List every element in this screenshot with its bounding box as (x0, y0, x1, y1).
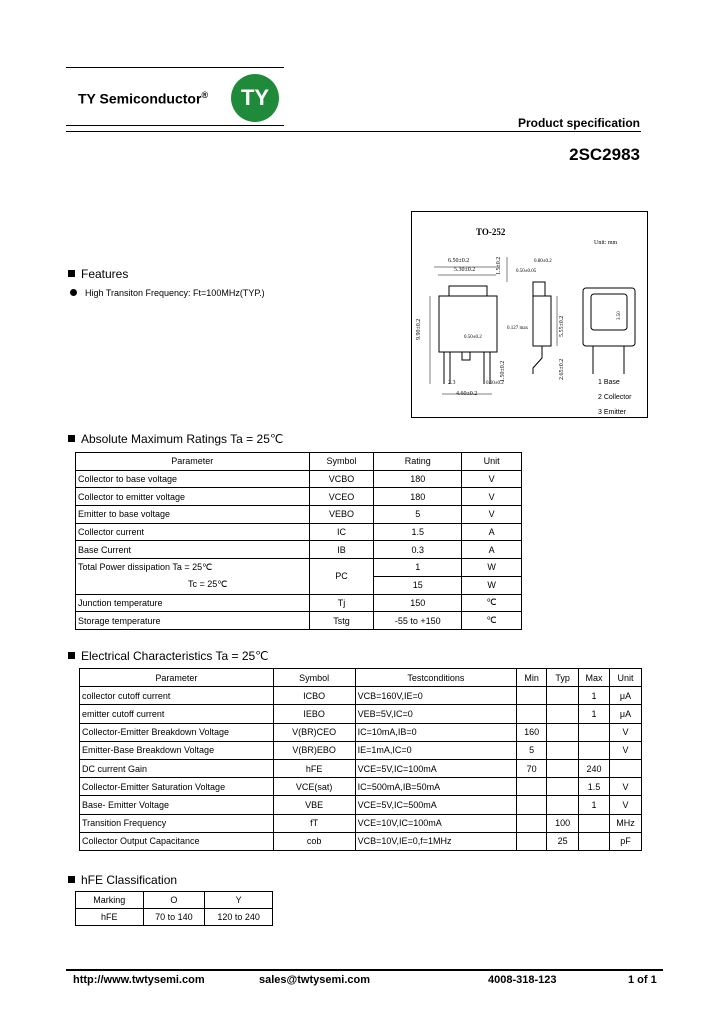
rating-cell: 150 (374, 594, 462, 612)
symbol-cell: PC (309, 559, 374, 594)
param-cell: Junction temperature (76, 594, 310, 612)
rating-cell: 15 (374, 576, 462, 594)
dim-11: 4.60±0.2 (456, 391, 478, 397)
table-header-row (76, 892, 273, 909)
bullet-square-icon (68, 270, 75, 277)
rating-cell: 1.5 (374, 523, 462, 541)
header-cell: Min (517, 669, 547, 687)
max-cell (579, 814, 610, 832)
table-header-row (76, 453, 522, 471)
symbol-cell: Tstg (309, 612, 374, 630)
table-row (80, 778, 642, 796)
unit-cell: V (610, 723, 642, 741)
typ-cell: 100 (547, 814, 579, 832)
dim-4: 0.50±0.05 (516, 269, 537, 274)
pin-3-label: 3 Emitter (598, 409, 627, 416)
param-cell (76, 559, 310, 594)
bullet-square-icon (68, 876, 75, 883)
rating-cell: -55 to +150 (374, 612, 462, 630)
brand-text: TY Semiconductor (78, 90, 202, 107)
condition-cell: IC=10mA,IB=0 (355, 723, 517, 741)
min-cell: 160 (517, 723, 547, 741)
param-cell: Collector-Emitter Breakdown Voltage (80, 723, 274, 741)
symbol-cell: hFE (273, 759, 355, 777)
table-row (76, 559, 522, 577)
param-cell: Emitter-Base Breakdown Voltage (80, 741, 274, 759)
dim-6: 9.90±0.2 (416, 318, 422, 340)
param-cell: Collector Output Capacitance (80, 832, 274, 850)
part-number: 2SC2983 (569, 145, 640, 164)
typ-cell (547, 687, 579, 705)
logo-text: TY (240, 85, 270, 110)
rating-cell: 0.3 (374, 541, 462, 559)
max-cell (579, 723, 610, 741)
unit-cell: pF (610, 832, 642, 850)
dim-7: 0.80±0.2 (534, 259, 552, 264)
ty-logo (231, 74, 279, 122)
max-cell (579, 741, 610, 759)
bullet-square-icon (68, 652, 75, 659)
side-view (507, 257, 557, 374)
dim-2: 5.30±0.2 (454, 267, 476, 273)
bullet-dot-icon (70, 289, 77, 296)
dim-5: 0.50±0.2 (464, 335, 482, 340)
dim-15: 3.50 (617, 311, 622, 320)
unit-cell: V (610, 741, 642, 759)
abs-max-heading (68, 432, 283, 446)
header-cell: Testconditions (355, 669, 517, 687)
rating-cell: 180 (374, 470, 462, 488)
elec-title: Electrical Characteristics Ta = 25℃ (81, 649, 269, 663)
condition-cell: IE=1mA,IC=0 (355, 741, 517, 759)
min-cell (517, 778, 547, 796)
table-row (76, 488, 522, 506)
header-bottom-rule (66, 125, 284, 126)
typ-cell: 25 (547, 832, 579, 850)
max-cell: 1 (579, 705, 610, 723)
header-top-rule (66, 67, 284, 68)
header-cell: Y (205, 892, 273, 909)
symbol-cell: VEBO (309, 506, 374, 524)
condition-cell: VCE=10V,IC=100mA (355, 814, 517, 832)
min-cell (517, 796, 547, 814)
dim-10: 2.3 (448, 380, 456, 386)
symbol-cell: fT (273, 814, 355, 832)
unit-cell: MHz (610, 814, 642, 832)
features-heading (68, 267, 128, 281)
header-cell: Symbol (309, 453, 374, 471)
symbol-cell: VBE (273, 796, 355, 814)
symbol-cell: V(BR)EBO (273, 741, 355, 759)
symbol-cell: V(BR)CEO (273, 723, 355, 741)
param-cell: Base Current (76, 541, 310, 559)
hfe-table (75, 891, 273, 926)
max-cell (579, 832, 610, 850)
symbol-cell: cob (273, 832, 355, 850)
back-view (583, 288, 635, 374)
dim-12: 0.60±0.2 (486, 381, 504, 386)
dim-1: 6.50±0.2 (448, 258, 470, 264)
unit-label: Unit: mm (594, 240, 618, 246)
table-header-row (80, 669, 642, 687)
footer-phone: 4008-318-123 (488, 974, 557, 986)
param-cell: Collector to emitter voltage (76, 488, 310, 506)
dim-14: 2.65±0.2 (559, 358, 565, 380)
table-row (80, 759, 642, 777)
condition-cell: IC=500mA,IB=50mA (355, 778, 517, 796)
features-title: Features (81, 267, 129, 281)
footer-url[interactable]: http://www.twtysemi.com (73, 974, 205, 986)
unit-cell: V (610, 796, 642, 814)
header-cell: Unit (462, 453, 522, 471)
range-cell: 70 to 140 (143, 909, 205, 926)
symbol-cell: Tj (309, 594, 374, 612)
table-row (76, 506, 522, 524)
header-cell: Typ (547, 669, 579, 687)
header-cell: Unit (610, 669, 642, 687)
table-row (80, 832, 642, 850)
param-cell: Base- Emitter Voltage (80, 796, 274, 814)
abs-max-title: Absolute Maximum Ratings Ta = 25℃ (81, 432, 284, 446)
param-cell: emitter cutoff current (80, 705, 274, 723)
condition-cell: VCB=10V,IE=0,f=1MHz (355, 832, 517, 850)
range-cell: 120 to 240 (205, 909, 273, 926)
param-cell: collector cutoff current (80, 687, 274, 705)
param-cell: Collector-Emitter Saturation Voltage (80, 778, 274, 796)
symbol-cell: IEBO (273, 705, 355, 723)
dim-3: 1.5±0.2 (496, 256, 502, 275)
elec-table (79, 668, 642, 851)
typ-cell (547, 741, 579, 759)
unit-cell: μA (610, 705, 642, 723)
symbol-cell: IB (309, 541, 374, 559)
table-row (76, 470, 522, 488)
typ-cell (547, 759, 579, 777)
unit-cell: A (462, 541, 522, 559)
min-cell (517, 832, 547, 850)
rating-cell: 1 (374, 559, 462, 577)
pin-2-label: 2 Collector (598, 394, 632, 401)
footer-email[interactable]: sales@twtysemi.com (259, 974, 370, 986)
pin-1-label: 1 Base (598, 379, 620, 386)
header-full-rule (66, 131, 641, 132)
symbol-cell: VCEO (309, 488, 374, 506)
unit-cell: A (462, 523, 522, 541)
package-drawing-box (411, 211, 648, 418)
param-cell: Transition Frequency (80, 814, 274, 832)
unit-cell: V (462, 506, 522, 524)
front-view (430, 267, 500, 394)
unit-cell: ℃ (462, 594, 522, 612)
feature-item (70, 288, 265, 298)
header-cell: Marking (76, 892, 144, 909)
header-cell: Rating (374, 453, 462, 471)
min-cell: 5 (517, 741, 547, 759)
param-cell: Emitter to base voltage (76, 506, 310, 524)
param-cell: DC current Gain (80, 759, 274, 777)
brand-name (78, 90, 208, 107)
power-label-ta: Total Power dissipation Ta = 25℃ (78, 562, 213, 573)
unit-cell: V (610, 778, 642, 796)
package-name: TO-252 (476, 227, 506, 237)
hfe-title: hFE Classification (81, 873, 178, 887)
abs-max-table (75, 452, 522, 630)
typ-cell (547, 796, 579, 814)
max-cell: 1.5 (579, 778, 610, 796)
unit-cell: W (462, 576, 522, 594)
footer-page: 1 of 1 (628, 974, 657, 986)
dim-8: 0.127 max (507, 326, 529, 331)
condition-cell: VCE=5V,IC=100mA (355, 759, 517, 777)
unit-cell: W (462, 559, 522, 577)
bullet-square-icon (68, 435, 75, 442)
table-row (76, 523, 522, 541)
unit-cell (610, 759, 642, 777)
table-row (80, 687, 642, 705)
dim-9: 5.55±0.2 (559, 315, 565, 337)
typ-cell (547, 778, 579, 796)
table-row (76, 612, 522, 630)
min-cell (517, 705, 547, 723)
symbol-cell: IC (309, 523, 374, 541)
typ-cell (547, 705, 579, 723)
package-drawing (412, 212, 647, 417)
max-cell: 240 (579, 759, 610, 777)
feature-text: High Transiton Frequency: Ft=100MHz(TYP.) (85, 288, 265, 298)
unit-cell: V (462, 470, 522, 488)
hfe-heading (68, 873, 177, 887)
param-cell: Storage temperature (76, 612, 310, 630)
power-label-tc: Tc = 25℃ (188, 579, 228, 590)
header-cell: O (143, 892, 205, 909)
header-cell: Parameter (76, 453, 310, 471)
max-cell: 1 (579, 687, 610, 705)
header-cell: Parameter (80, 669, 274, 687)
typ-cell (547, 723, 579, 741)
header-cell: Max (579, 669, 610, 687)
unit-cell: ℃ (462, 612, 522, 630)
registered-mark: ® (201, 90, 209, 100)
product-spec-label: Product specification (517, 116, 640, 130)
min-cell (517, 687, 547, 705)
condition-cell: VCB=160V,IE=0 (355, 687, 517, 705)
param-cell: Collector current (76, 523, 310, 541)
condition-cell: VEB=5V,IC=0 (355, 705, 517, 723)
unit-cell: μA (610, 687, 642, 705)
dim-13: 1.50±0.2 (500, 360, 506, 382)
table-row (80, 796, 642, 814)
max-cell: 1 (579, 796, 610, 814)
table-row (76, 594, 522, 612)
condition-cell: VCE=5V,IC=500mA (355, 796, 517, 814)
table-row (80, 723, 642, 741)
table-row (76, 909, 273, 926)
param-cell: Collector to base voltage (76, 470, 310, 488)
table-row (80, 814, 642, 832)
min-cell: 70 (517, 759, 547, 777)
min-cell (517, 814, 547, 832)
symbol-cell: VCBO (309, 470, 374, 488)
elec-heading (68, 649, 269, 663)
table-row (76, 541, 522, 559)
label-cell: hFE (76, 909, 144, 926)
footer-rule (66, 969, 663, 971)
header-cell: Symbol (273, 669, 355, 687)
rating-cell: 5 (374, 506, 462, 524)
unit-cell: V (462, 488, 522, 506)
rating-cell: 180 (374, 488, 462, 506)
symbol-cell: ICBO (273, 687, 355, 705)
table-row (80, 705, 642, 723)
symbol-cell: VCE(sat) (273, 778, 355, 796)
table-row (80, 741, 642, 759)
